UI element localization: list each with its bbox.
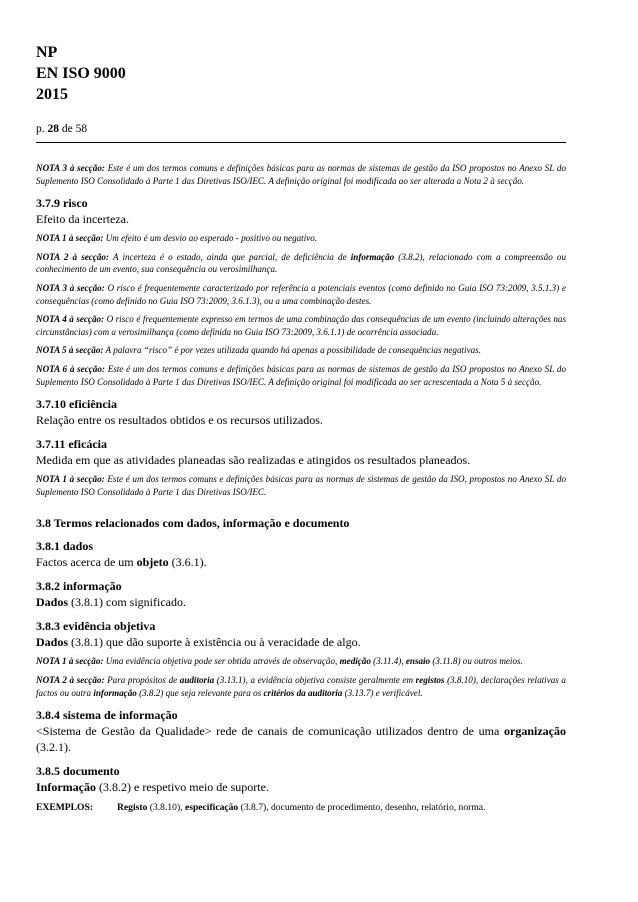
term-3-7-9-note-3: NOTA 3 à secção: O risco é frequentemente caracterizado por referência a potenciais eventos (como definido no Guia ISO 73:2009, 3.5.1.3) e consequências (como definido no Guia ISO 73:2009, 3.6.1.3), ou a uma combinação destes. <box>36 282 566 306</box>
current-page: 28 <box>47 123 59 135</box>
note-top: NOTA 3 à secção: Este é um dos termos comuns e definições básicas para as normas de sistemas de gestão da ISO propostos no Anexo SL do Suplemento ISO Consolidado à Parte 1 das Diretivas ISO/IEC. A definição original foi modificada ao ser alterada a Nota 2 à secção. <box>36 163 566 186</box>
term-3-8-3-note-2: NOTA 2 à secção: Para propósitos de auditoria (3.13.1), a evidência objetiva consiste geralmente em registos (3.8.10), declarações relativas a factos ou outra informação (3.8.2) que seja relevante para os critérios da auditoria (3.13.7) e verificável. <box>36 674 566 698</box>
term-3-8-2-definition: Dados (3.8.1) com significado. <box>36 595 186 610</box>
examples-text: Registo (3.8.10), especificação (3.8.7), documento de procedimento, desenho, relatório, norma. <box>117 802 486 814</box>
page-total: de 58 <box>61 123 88 135</box>
term-3-7-9-note-4: NOTA 4 à secção: O risco é frequentemente expresso em termos de uma combinação das consequências de um evento (incluindo alterações nas circunstâncias) com a verosimilhança (como definida no Guia ISO 73:2009, 3.6.1.1) de ocorrência associada. <box>36 314 566 337</box>
term-3-7-9-note-1: NOTA 1 à secção: Um efeito é um desvio ao esperado - positivo ou negativo. <box>36 233 318 244</box>
term-3-8-4-definition: <Sistema de Gestão da Qualidade> rede de canais de comunicação utilizados dentro de uma organização (3.2.1). <box>36 724 566 755</box>
term-3-8-1-definition: Factos acerca de um objeto (3.6.1). <box>36 555 207 570</box>
page-number <box>36 123 87 135</box>
term-3-8-1-title: 3.8.1 dados <box>36 539 94 554</box>
term-3-8-3-definition: Dados (3.8.1) que dão suporte à existência ou à veracidade de algo. <box>36 635 361 650</box>
term-3-7-11-title: 3.7.11 eficácia <box>36 437 107 452</box>
header-np: NP <box>36 44 58 61</box>
term-3-8-2-title: 3.8.2 informação <box>36 579 122 594</box>
term-3-7-9-definition: Efeito da incerteza. <box>36 212 129 227</box>
term-3-8-3-note-1: NOTA 1 à secção: Uma evidência objetiva pode ser obtida através de observação, medição (3.11.4), ensaio (3.11.8) ou outros meios. <box>36 656 523 667</box>
page-prefix: p. <box>36 123 45 135</box>
term-3-7-9-note-2: NOTA 2 à secção: A incerteza é o estado, ainda que parcial, de deficiência de informação (3.8.2), relacionado com a compreensão ou conhecimento de um evento, sua consequência ou verosimilhança. <box>36 251 566 275</box>
term-3-8-5-title: 3.8.5 documento <box>36 764 120 779</box>
term-3-8-5-definition: Informação (3.8.2) e respetivo meio de suporte. <box>36 780 269 795</box>
document-body <box>36 162 566 814</box>
term-3-8-5-examples <box>36 801 566 814</box>
header-standard: EN ISO 9000 <box>36 65 126 82</box>
standard-header <box>36 42 126 105</box>
term-3-7-10-title: 3.7.10 eficiência <box>36 397 117 412</box>
term-3-7-9-note-5: NOTA 5 à secção: A palavra “risco” é por vezes utilizada quando há apenas a possibilidade de consequências negativas. <box>36 345 481 356</box>
term-3-7-9-note-6: NOTA 6 à secção: Este é um dos termos comuns e definições básicas para as normas de sistemas de gestão da ISO propostos no Anexo SL do Suplemento ISO Consolidado à Parte 1 das Diretivas ISO/IEC. A definição original foi modificada ao ser acrescentada a Nota 5 à secção. <box>36 363 566 387</box>
term-3-8-3-title: 3.8.3 evidência objetiva <box>36 619 156 634</box>
section-3-8-heading: 3.8 Termos relacionados com dados, informação e documento <box>36 516 350 531</box>
term-3-7-10-definition: Relação entre os resultados obtidos e os recursos utilizados. <box>36 413 323 428</box>
term-3-8-4-title: 3.8.4 sistema de informação <box>36 708 178 723</box>
term-3-7-9-title: 3.7.9 risco <box>36 196 88 211</box>
examples-label: EXEMPLOS: <box>36 802 94 814</box>
term-3-7-11-definition: Medida em que as atividades planeadas são realizadas e atingidos os resultados planeados. <box>36 453 471 468</box>
header-rule <box>36 142 566 143</box>
header-year: 2015 <box>36 86 68 103</box>
term-3-7-11-note-1: NOTA 1 à secção: Este é um dos termos comuns e definições básicas para as normas de sistemas de gestão da ISO, propostos no Anexo SL do Suplemento ISO Consolidado à Parte 1 das Diretivas ISO/IEC. <box>36 474 567 497</box>
